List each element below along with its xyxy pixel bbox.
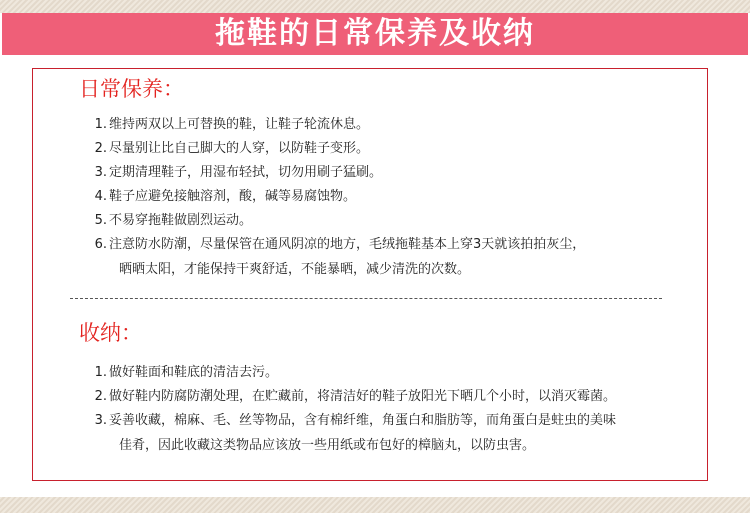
care-item-text: 尽量别让比自己脚大的人穿，以防鞋子变形。 (109, 141, 370, 156)
storage-item-3-continuation: 佳肴，因此收藏这类物品应该放一些用纸或布包好的樟脑丸，以防虫害。 (119, 438, 536, 453)
care-item-3 (33, 165, 382, 181)
storage-item-1 (33, 365, 278, 381)
storage-item-text: 妥善收藏，棉麻、毛、丝等物品，含有棉纤维，角蛋白和脂肪等，而角蛋白是蛀虫的美味 (109, 413, 617, 428)
page-title: 拖鞋的日常保养及收纳 (215, 16, 535, 51)
title-banner (2, 13, 748, 55)
care-item-number: 5. (94, 213, 107, 228)
storage-section-title: 收纳： (79, 321, 142, 345)
section-divider (70, 298, 662, 299)
storage-item-text: 做好鞋内防腐防潮处理，在贮藏前，将清洁好的鞋子放阳光下晒几个小时，以消灭霉菌。 (109, 389, 617, 404)
care-item-text: 定期清理鞋子，用湿布轻拭，切勿用刷子猛刷。 (109, 165, 383, 180)
care-item-number: 3. (94, 165, 107, 180)
bottom-background-stripe (0, 497, 750, 513)
care-item-number: 6. (94, 237, 107, 252)
care-item-2 (33, 141, 369, 157)
care-item-text: 不易穿拖鞋做剧烈运动。 (109, 213, 253, 228)
top-background-stripe (0, 0, 750, 13)
care-item-1 (33, 117, 369, 133)
content-panel (32, 68, 708, 481)
storage-item-text: 做好鞋面和鞋底的清洁去污。 (109, 365, 279, 380)
care-item-text: 鞋子应避免接触溶剂，酸，碱等易腐蚀物。 (109, 189, 357, 204)
care-item-6-continuation: 晒晒太阳，才能保持干爽舒适，不能暴晒，减少清洗的次数。 (119, 262, 471, 277)
storage-item-number: 3. (94, 413, 107, 428)
storage-item-number: 1. (94, 365, 107, 380)
care-section-title: 日常保养： (79, 77, 184, 101)
care-item-5 (33, 213, 252, 229)
care-item-number: 2. (94, 141, 107, 156)
storage-item-2 (33, 389, 616, 405)
care-item-number: 1. (94, 117, 107, 132)
storage-item-number: 2. (94, 389, 107, 404)
care-item-text: 维持两双以上可替换的鞋，让鞋子轮流休息。 (109, 117, 370, 132)
care-item-text: 注意防水防潮，尽量保管在通风阴凉的地方，毛绒拖鞋基本上穿3天就该拍拍灰尘， (109, 237, 586, 252)
care-item-6 (33, 237, 585, 253)
care-item-4 (33, 189, 356, 205)
storage-item-3 (33, 413, 616, 429)
care-item-number: 4. (94, 189, 107, 204)
